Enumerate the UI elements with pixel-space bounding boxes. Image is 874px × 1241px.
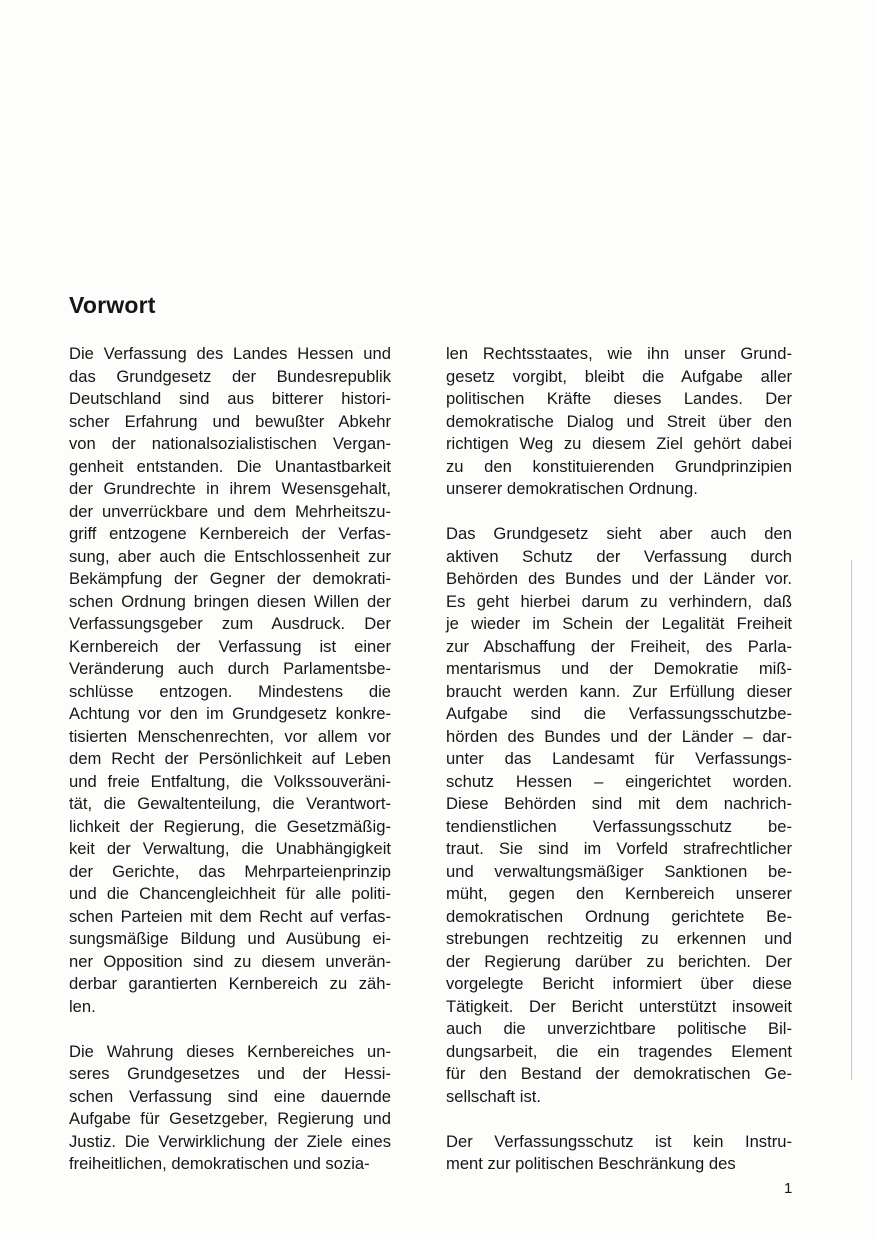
text-line: zur Abschaffung der Freiheit, des Parla- xyxy=(446,636,792,656)
text-line: sellschaft ist. xyxy=(446,1086,541,1106)
text-line: und verwaltungsmäßiger Sanktionen be- xyxy=(446,861,792,881)
text-line: das Grundgesetz der Bundesrepublik xyxy=(69,366,391,386)
text-line: mentarismus und der Demokratie miß- xyxy=(446,659,792,678)
text-line: politischen Kräfte dieses Landes. Der xyxy=(446,389,792,408)
paragraph xyxy=(69,1041,391,1176)
text-line: aktiven Schutz der Verfassung durch xyxy=(446,546,792,566)
text-line: seres Grundgesetzes und der Hessi- xyxy=(69,1064,391,1083)
text-line: ment zur politischen Beschränkung des xyxy=(446,1154,736,1173)
text-line: der Gerichte, das Mehrparteienprinzip xyxy=(69,861,391,881)
text-line: Aufgabe für Gesetzgeber, Regierung und xyxy=(69,1109,391,1128)
text-line: lichkeit der Regierung, die Gesetzmäßig- xyxy=(69,816,391,836)
text-line: Veränderung auch durch Parlamentsbe- xyxy=(69,659,391,678)
paragraph xyxy=(446,523,792,1108)
text-line: dungsarbeit, die ein tragendes Element xyxy=(446,1041,792,1061)
text-line: Verfassungsgeber zum Ausdruck. Der xyxy=(69,614,391,633)
text-line: schlüsse entzogen. Mindestens die xyxy=(69,681,391,701)
text-line: schutz Hessen – eingerichtet worden. xyxy=(446,771,792,791)
text-line: Es geht hierbei darum zu verhindern, daß xyxy=(446,591,792,611)
text-line: keit der Verwaltung, die Unabhängigkeit xyxy=(69,839,391,858)
text-line: griff entzogene Kernbereich der Verfas- xyxy=(69,524,391,543)
scan-edge-mark xyxy=(851,560,852,1080)
text-line: tendienstlichen Verfassungsschutz be- xyxy=(446,816,792,836)
text-line: strebungen rechtzeitig zu erkennen und xyxy=(446,929,792,948)
paragraph xyxy=(69,343,391,1018)
text-line: unserer demokratischen Ordnung. xyxy=(446,479,698,498)
text-line: von der nationalsozialistischen Vergan- xyxy=(69,434,391,453)
text-line: der Regierung darüber zu berichten. Der xyxy=(446,951,792,971)
text-line: demokratischen Ordnung gerichtete Be- xyxy=(446,906,792,926)
text-line: sungsmäßige Bildung und Ausübung ei- xyxy=(69,929,391,948)
page-number: 1 xyxy=(784,1180,793,1197)
text-line: Aufgabe sind die Verfassungsschutzbe- xyxy=(446,704,792,723)
text-line: und die Chancengleichheit für alle politi- xyxy=(69,884,391,903)
text-line: braucht werden kann. Zur Erfüllung dieser xyxy=(446,681,792,701)
text-line: auch die unverzichtbare politische Bil- xyxy=(446,1019,792,1038)
text-line: genheit entstanden. Die Unantastbarkeit xyxy=(69,456,391,476)
text-line: sung, aber auch die Entschlossenheit zur xyxy=(69,546,391,566)
right-column xyxy=(446,343,792,1176)
text-line: zu den konstituierenden Grundprinzipien xyxy=(446,456,792,476)
text-line: der Grundrechte in ihrem Wesensgehalt, xyxy=(69,479,391,498)
text-line: ner Opposition sind zu diesem unverän- xyxy=(69,951,391,971)
text-line: tisierten Menschenrechten, vor allem vor xyxy=(69,726,391,746)
text-line: Tätigkeit. Der Bericht unterstützt insoweit xyxy=(446,996,792,1016)
text-line: tät, die Gewaltenteilung, die Verantwort- xyxy=(69,794,391,813)
text-line: demokratische Dialog und Streit über den xyxy=(446,411,792,431)
paragraph-gap xyxy=(446,1108,792,1131)
text-line: traut. Sie sind im Vorfeld strafrechtlicher xyxy=(446,839,792,858)
text-line: Bekämpfung der Gegner der demokrati- xyxy=(69,569,391,588)
text-line: Kernbereich der Verfassung ist einer xyxy=(69,636,391,656)
text-line: der unverrückbare und dem Mehrheitszu- xyxy=(69,501,391,521)
text-line: unter das Landesamt für Verfassungs- xyxy=(446,749,792,768)
text-line: für den Bestand der demokratischen Ge- xyxy=(446,1064,792,1083)
text-line: Die Verfassung des Landes Hessen und xyxy=(69,344,391,363)
text-line: Das Grundgesetz sieht aber auch den xyxy=(446,524,792,543)
text-line: und freie Entfaltung, die Volkssouveräni- xyxy=(69,771,391,791)
text-line: schen Parteien mit dem Recht auf verfas- xyxy=(69,906,391,926)
text-line: müht, gegen den Kernbereich unserer xyxy=(446,884,792,903)
paragraph-gap xyxy=(446,501,792,524)
text-line: schen Verfassung sind eine dauernde xyxy=(69,1086,391,1106)
text-line: richtigen Weg zu diesem Ziel gehört dabei xyxy=(446,434,792,453)
text-line: Deutschland sind aus bitterer histori- xyxy=(69,389,391,408)
page-title: Vorwort xyxy=(69,292,156,318)
text-line: dem Recht der Persönlichkeit auf Leben xyxy=(69,749,391,768)
text-line: Der Verfassungsschutz ist kein Instru- xyxy=(446,1131,792,1151)
text-line: je wieder im Schein der Legalität Freiheit xyxy=(446,614,792,633)
text-line: freiheitlichen, demokratischen und sozia- xyxy=(69,1154,370,1173)
text-line: len Rechtsstaates, wie ihn unser Grund- xyxy=(446,344,792,363)
text-line: vorgelegte Bericht informiert über diese xyxy=(446,974,792,993)
text-line: Justiz. Die Verwirklichung der Ziele eines xyxy=(69,1131,391,1151)
text-line: Die Wahrung dieses Kernbereiches un- xyxy=(69,1041,391,1061)
paragraph xyxy=(446,1131,792,1176)
text-line: derbar garantierten Kernbereich zu zäh- xyxy=(69,974,391,993)
text-line: gesetz vorgibt, bleibt die Aufgabe aller xyxy=(446,366,792,386)
text-line: Diese Behörden sind mit dem nachrich- xyxy=(446,794,792,813)
text-line: schen Ordnung bringen diesen Willen der xyxy=(69,591,391,611)
text-line: Behörden des Bundes und der Länder vor. xyxy=(446,569,792,588)
paragraph-gap xyxy=(69,1018,391,1041)
text-line: len. xyxy=(69,996,96,1016)
text-line: hörden des Bundes und der Länder – dar- xyxy=(446,726,792,746)
left-column xyxy=(69,343,391,1176)
text-line: Achtung vor den im Grundgesetz konkre- xyxy=(69,704,391,723)
paragraph xyxy=(446,343,792,501)
text-line: scher Erfahrung und bewußter Abkehr xyxy=(69,411,391,431)
